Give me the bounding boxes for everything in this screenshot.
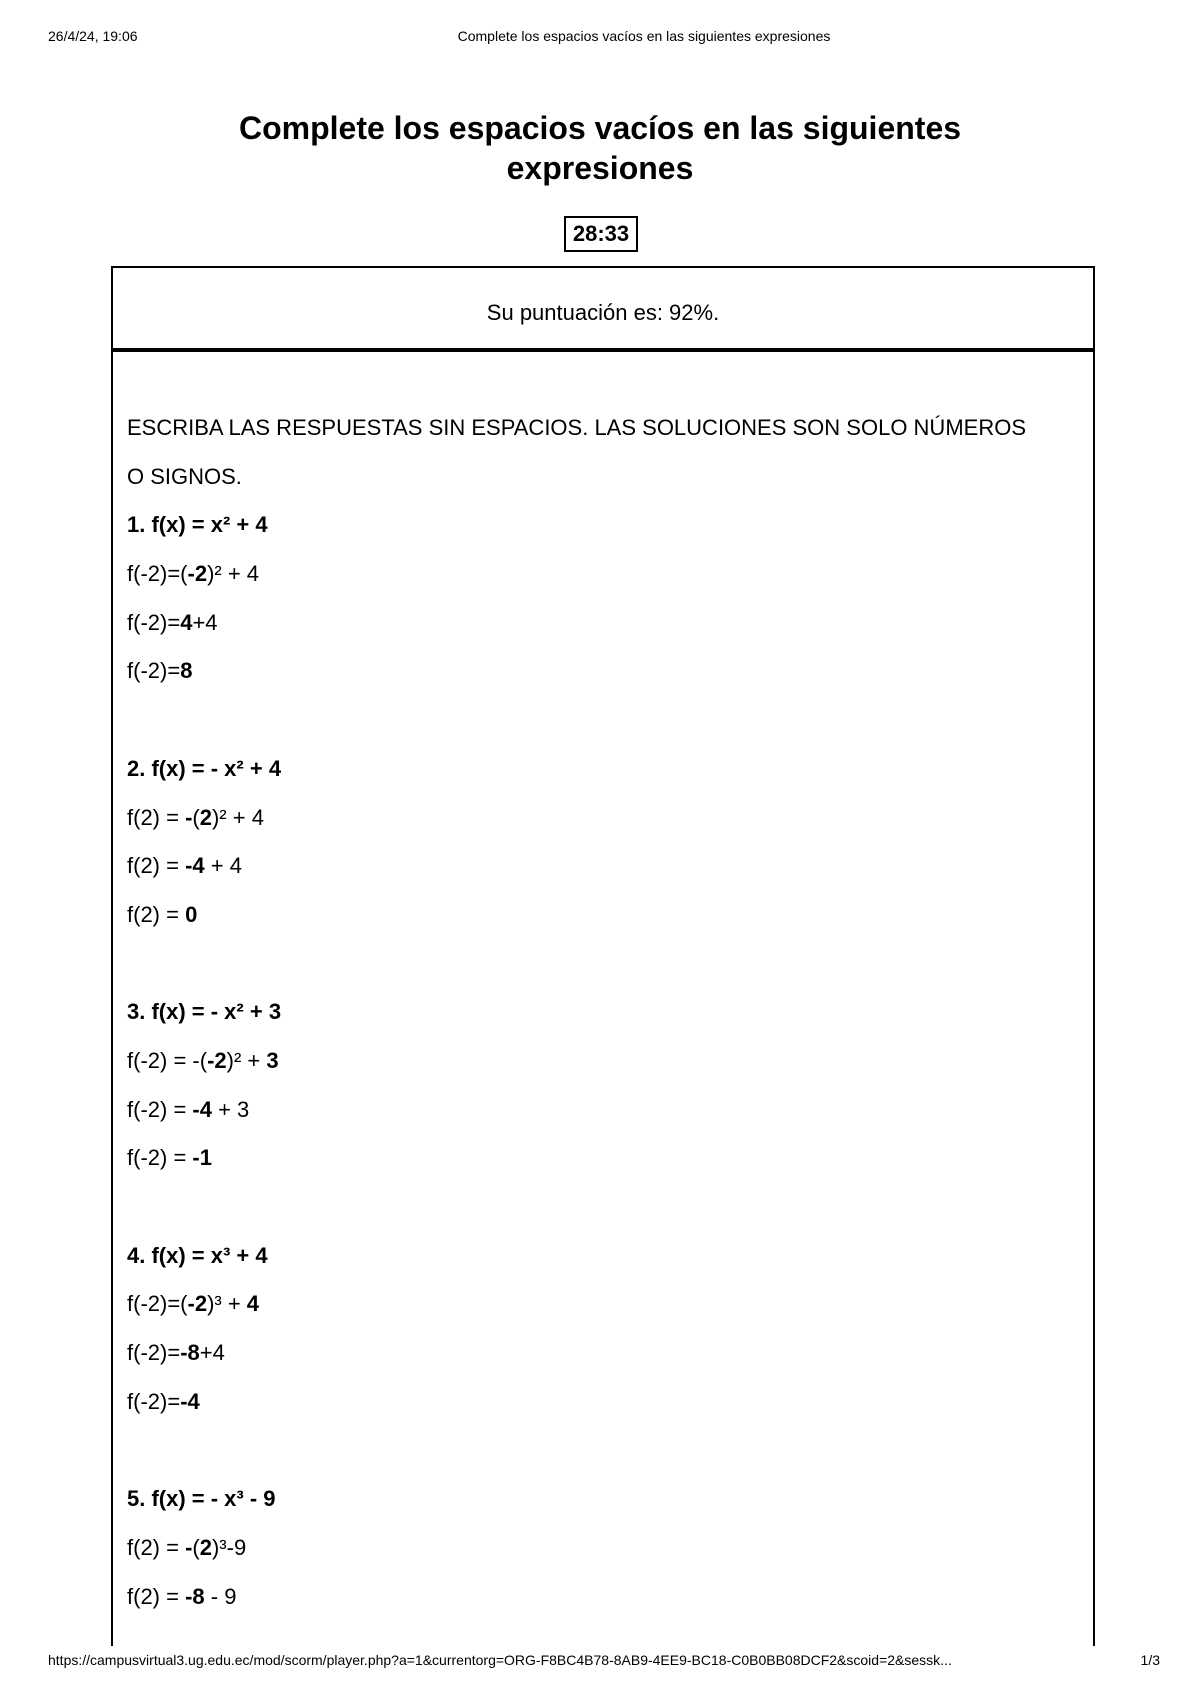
question-step (127, 842, 1093, 891)
step-text: ( (192, 804, 200, 830)
question-list (127, 501, 1093, 1621)
answer-value: 4 (246, 1291, 260, 1317)
step-text: f(2) = (127, 1534, 186, 1560)
step-text: )² + 4 (207, 561, 260, 587)
step-text: f(2) = (127, 1583, 186, 1609)
step-text: - 9 (204, 1583, 237, 1609)
step-text: )³ + (207, 1291, 247, 1317)
quiz-body (113, 352, 1093, 1621)
question-step (127, 599, 1093, 648)
step-text: ( (192, 1534, 200, 1560)
answer-value: -4 (185, 853, 205, 879)
print-date: 26/4/24, 19:06 (48, 28, 138, 44)
page-title-line2: expresiones (506, 150, 694, 186)
step-text: )² + 4 (211, 804, 264, 830)
answer-value: - (185, 804, 193, 830)
page-title (160, 108, 1040, 188)
step-text: f(-2) = (127, 1096, 193, 1122)
page-title-line1: Complete los espacios vacíos en las siguientes (238, 110, 962, 146)
question-step (127, 1329, 1093, 1378)
answer-value: 0 (185, 901, 198, 927)
answer-value: - (185, 1534, 193, 1560)
step-text: f(-2)= (127, 609, 181, 635)
question-step (127, 1037, 1093, 1086)
step-text: )² + (226, 1047, 267, 1073)
countdown-timer: 28:33 (564, 216, 638, 252)
step-text: f(-2)=( (127, 561, 188, 587)
question-step (127, 794, 1093, 843)
question-step (127, 1134, 1093, 1183)
answer-value: 2 (199, 1534, 212, 1560)
score-text: Su puntuación es: 92%. (486, 300, 720, 325)
question-step (127, 647, 1093, 696)
step-text: + 3 (211, 1096, 250, 1122)
answer-value: -2 (207, 1047, 227, 1073)
question-step (127, 1524, 1093, 1573)
step-text: f(-2)= (127, 1340, 181, 1366)
print-document-title: Complete los espacios vacíos en las siguientes expresiones (457, 28, 831, 44)
question-step (127, 891, 1093, 940)
quiz-frame (111, 266, 1095, 1646)
print-url: https://campusvirtual3.ug.edu.ec/mod/scorm/player.php?a=1&currentorg=ORG-F8BC4B78-8AB9-4EE9-BC18-C0B0BB08DCF2&scoid=2&sessk... (48, 1652, 952, 1668)
print-header (48, 28, 1160, 48)
step-text: f(-2)= (127, 658, 181, 684)
answer-value: -4 (180, 1388, 200, 1414)
step-text: f(2) = (127, 901, 186, 927)
instructions: ESCRIBA LAS RESPUESTAS SIN ESPACIOS. LAS SOLUCIONES SON SOLO NÚMEROS O SIGNOS. (127, 415, 1026, 489)
question-gap (127, 1183, 1093, 1232)
answer-value: -8 (180, 1340, 200, 1366)
question-header: 4. f(x) = x³ + 4 (127, 1242, 268, 1268)
question-step (127, 1280, 1093, 1329)
step-text: f(-2)=( (127, 1291, 188, 1317)
question-step (127, 550, 1093, 599)
question-step (127, 1378, 1093, 1427)
question-step (127, 1573, 1093, 1622)
step-text: )³-9 (211, 1534, 247, 1560)
step-text: f(-2) = -( (127, 1047, 208, 1073)
print-footer (48, 1652, 1160, 1670)
answer-value: -4 (192, 1096, 212, 1122)
answer-value: -2 (187, 1291, 208, 1317)
question-gap (127, 1426, 1093, 1475)
answer-value: -1 (192, 1145, 212, 1171)
question-header: 2. f(x) = - x² + 4 (127, 755, 282, 781)
answer-value: -2 (187, 561, 208, 587)
question-header: 5. f(x) = - x³ - 9 (127, 1486, 276, 1512)
page-number: 1/3 (1140, 1652, 1160, 1668)
step-text: +4 (192, 609, 218, 635)
step-text: f(-2) = (127, 1145, 193, 1171)
step-text: f(-2)= (127, 1388, 181, 1414)
question-gap (127, 696, 1093, 745)
step-text: f(2) = (127, 853, 186, 879)
step-text: + 4 (204, 853, 242, 879)
answer-value: 3 (266, 1047, 279, 1073)
answer-value: 2 (199, 804, 212, 830)
question-gap (127, 940, 1093, 989)
question-header: 3. f(x) = - x² + 3 (127, 999, 282, 1025)
answer-value: 8 (180, 658, 193, 684)
question-step (127, 1086, 1093, 1135)
answer-value: 4 (180, 609, 193, 635)
question-header: 1. f(x) = x² + 4 (127, 512, 268, 538)
step-text: f(2) = (127, 804, 186, 830)
score-bar (113, 268, 1093, 352)
step-text: +4 (199, 1340, 225, 1366)
answer-value: -8 (185, 1583, 205, 1609)
